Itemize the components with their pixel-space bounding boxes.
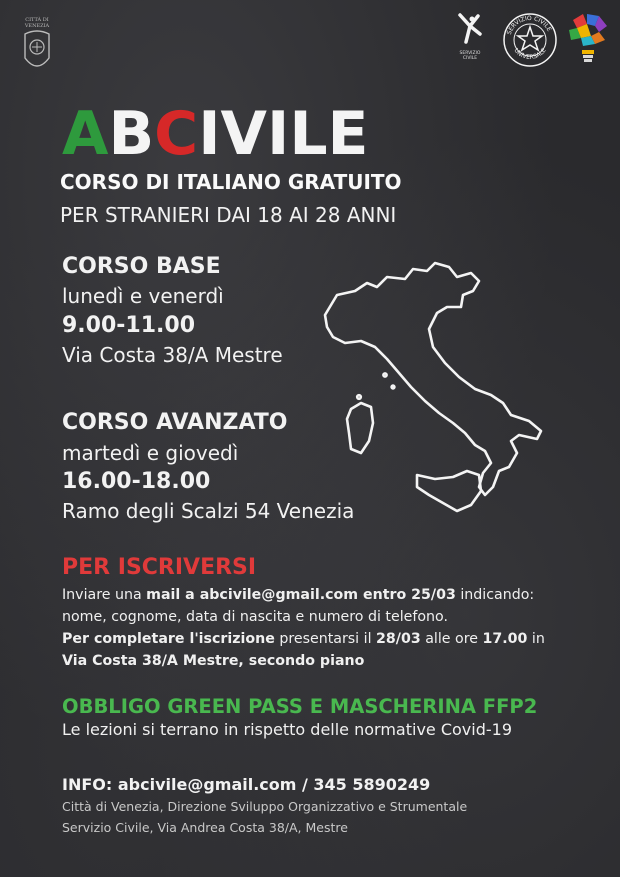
title-letter: E [327, 99, 369, 169]
title-letter: C [154, 99, 199, 169]
title-letter: V [220, 99, 267, 169]
signup-text: alle ore [420, 631, 483, 647]
servizio-civile-logo [450, 10, 490, 68]
signup-text: Inviare una [62, 587, 147, 603]
lightbulb-logo [565, 10, 611, 70]
title-letter: A [62, 99, 109, 169]
signup-line-3 [62, 628, 545, 650]
title-letter: I [198, 99, 221, 169]
signup-line-4 [62, 650, 545, 672]
course-advanced-days: martedì e giovedì [62, 441, 239, 465]
signup-line-2: nome, cognome, data di nascita e numero di telefono. [62, 609, 448, 625]
contact-info: INFO: abcivile@gmail.com / 345 5890249 [62, 775, 431, 794]
svg-text:SERVIZIO CIVILE: SERVIZIO CIVILE [505, 14, 553, 36]
signup-complete-label: Per completare l'iscrizione [62, 631, 275, 647]
svg-text:CITTÀ DI: CITTÀ DI [25, 17, 49, 23]
svg-text:VENEZIA: VENEZIA [24, 23, 50, 29]
svg-text:CIVILE: CIVILE [462, 56, 478, 61]
signup-text: presentarsi il [274, 631, 377, 647]
course-base-time: 9.00-11.00 [62, 313, 195, 338]
signup-text: indicando: [455, 587, 535, 603]
greenpass-text: Le lezioni si terrano in rispetto delle normative Covid-19 [62, 720, 513, 739]
footer-line-2: Servizio Civile, Via Andrea Costa 38/A, Mestre [62, 820, 348, 835]
course-advanced-heading: CORSO AVANZATO [62, 410, 288, 435]
main-title [62, 95, 442, 173]
course-base-days: lunedì e venerdì [62, 284, 224, 308]
svg-text:UNIVERSALE: UNIVERSALE [512, 47, 548, 62]
servizio-civile-universale-logo [500, 10, 560, 70]
signup-line-1 [62, 584, 545, 606]
signup-email-deadline: mail a abcivile@gmail.com entro 25/03 [146, 587, 456, 603]
title-letter: L [289, 99, 328, 169]
title-letter: B [108, 99, 155, 169]
course-base-place: Via Costa 38/A Mestre [62, 343, 283, 367]
signup-heading: PER ISCRIVERSI [62, 555, 257, 580]
course-base-heading: CORSO BASE [62, 254, 221, 279]
city-crest-logo [20, 14, 54, 76]
footer-line-1: Città di Venezia, Direzione Sviluppo Organizzativo e Strumentale [62, 799, 468, 814]
subtitle-line-2: PER STRANIERI DAI 18 AI 28 ANNI [60, 203, 397, 227]
svg-text:SERVIZIO: SERVIZIO [459, 51, 481, 56]
greenpass-heading: OBBLIGO GREEN PASS E MASCHERINA FFP2 [62, 695, 538, 718]
title-letter: I [266, 99, 290, 169]
signup-time: 17.00 [482, 631, 528, 647]
signup-text: in [527, 631, 545, 647]
italy-map-outline [315, 255, 555, 525]
course-advanced-place: Ramo degli Scalzi 54 Venezia [62, 499, 355, 523]
course-advanced-time: 16.00-18.00 [62, 469, 211, 494]
signup-address: Via Costa 38/A Mestre, secondo piano [62, 653, 365, 669]
signup-date: 28/03 [376, 631, 421, 647]
subtitle-line-1: CORSO DI ITALIANO GRATUITO [60, 170, 402, 194]
signup-instructions [62, 584, 545, 672]
